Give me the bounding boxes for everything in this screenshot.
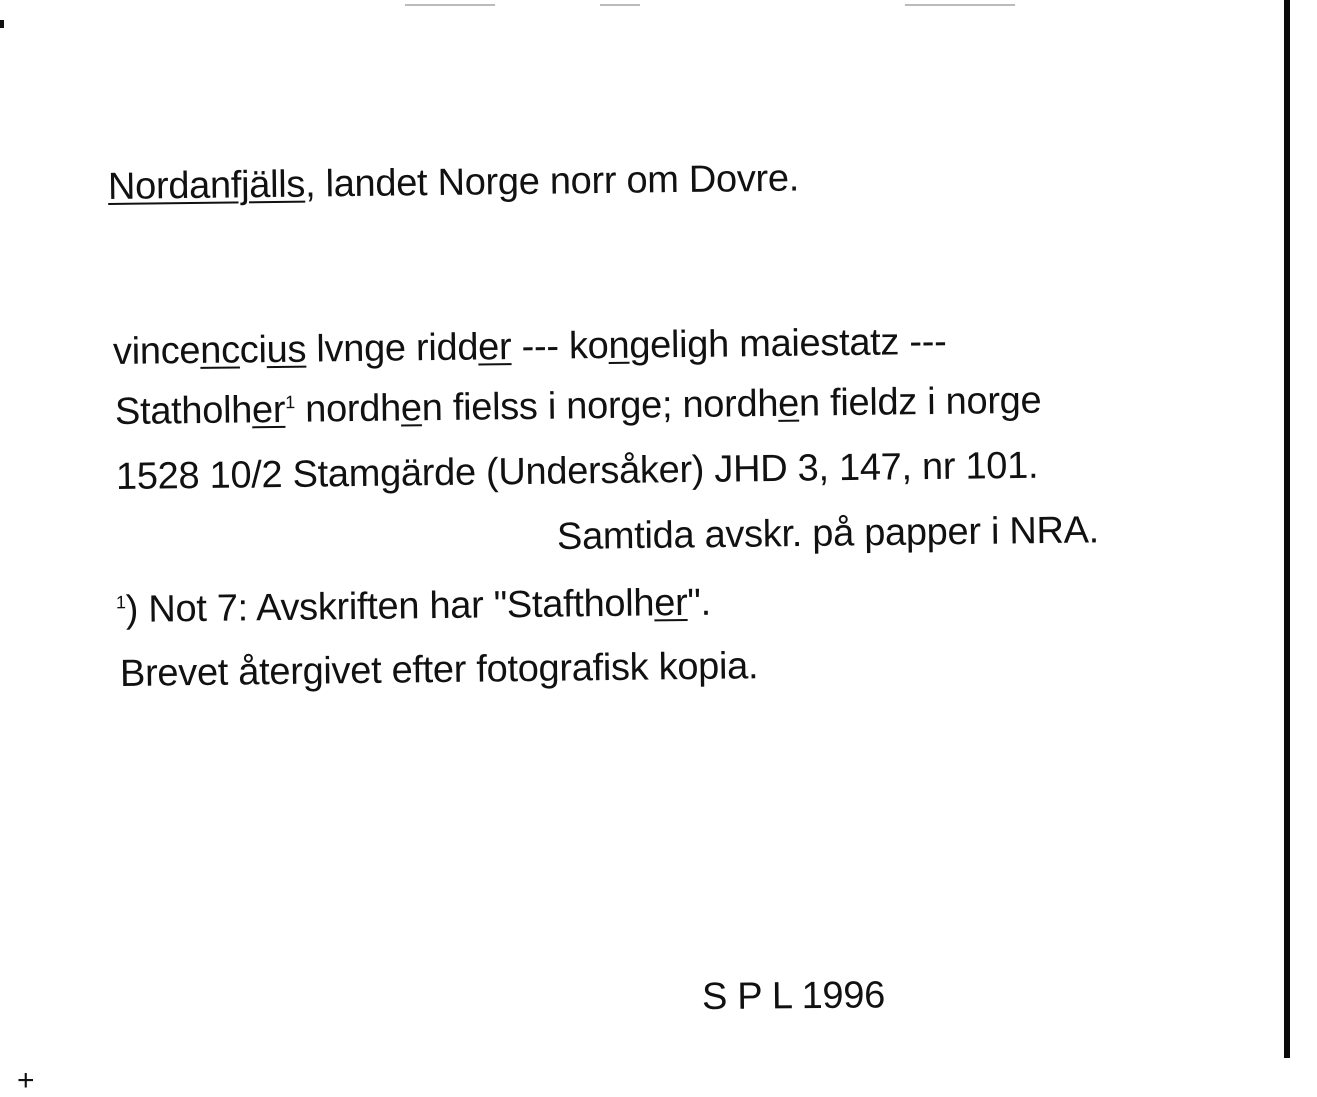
entry-text: n fielss i norge; nordh <box>421 382 779 430</box>
entry-underlined-text: n <box>608 324 630 367</box>
entry-line-2 <box>115 379 1042 434</box>
card-heading <box>108 157 800 209</box>
entry-text: Statholh <box>114 389 253 433</box>
entry-source-line: 1528 10/2 Stamgärde (Undersåker) JHD 3, 147, nr 101. <box>115 444 1039 498</box>
signature: S P L 1996 <box>701 974 886 1018</box>
heading-description: , landet Norge norr om Dovre. <box>304 157 800 206</box>
footnote <box>116 581 711 632</box>
entry-underlined-text: e <box>777 382 800 425</box>
entry-underlined-text: er <box>251 388 286 432</box>
top-scan-speck <box>600 4 640 6</box>
heading-term: Nordanfjälls <box>107 163 306 208</box>
footnote-marker: 1 <box>285 392 295 413</box>
entry-text: vince <box>112 329 201 373</box>
entry-copy-line: Samtida avskr. på papper i NRA. <box>556 509 1100 558</box>
entry-line-1 <box>113 320 947 374</box>
entry-underlined-text: us <box>266 328 307 372</box>
top-scan-speck <box>905 4 1015 6</box>
entry-text: lvnge ridd <box>305 326 479 371</box>
entry-text: geligh maiestatz --- <box>629 320 947 367</box>
entry-underlined-text: e <box>400 387 422 430</box>
plus-scan-mark: + <box>17 1064 35 1097</box>
right-edge-rule <box>1284 0 1290 1058</box>
entry-underlined-text: nc <box>199 329 241 372</box>
footnote-marker: 1 <box>115 592 126 613</box>
entry-text: ci <box>239 329 267 372</box>
footnote-text: ) Not 7: Avskriften har "Staftholh <box>125 582 655 631</box>
footnote-text: ". <box>687 581 712 625</box>
photo-copy-note: Brevet återgivet efter fotografisk kopia. <box>119 645 759 695</box>
top-scan-speck <box>405 4 495 6</box>
entry-text: nordh <box>294 387 402 431</box>
entry-text: n fieldz i norge <box>798 379 1042 425</box>
entry-text: --- ko <box>511 324 609 369</box>
corner-scan-mark <box>0 20 4 28</box>
footnote-underlined-text: er <box>653 582 688 625</box>
entry-underlined-text: er <box>477 326 512 369</box>
